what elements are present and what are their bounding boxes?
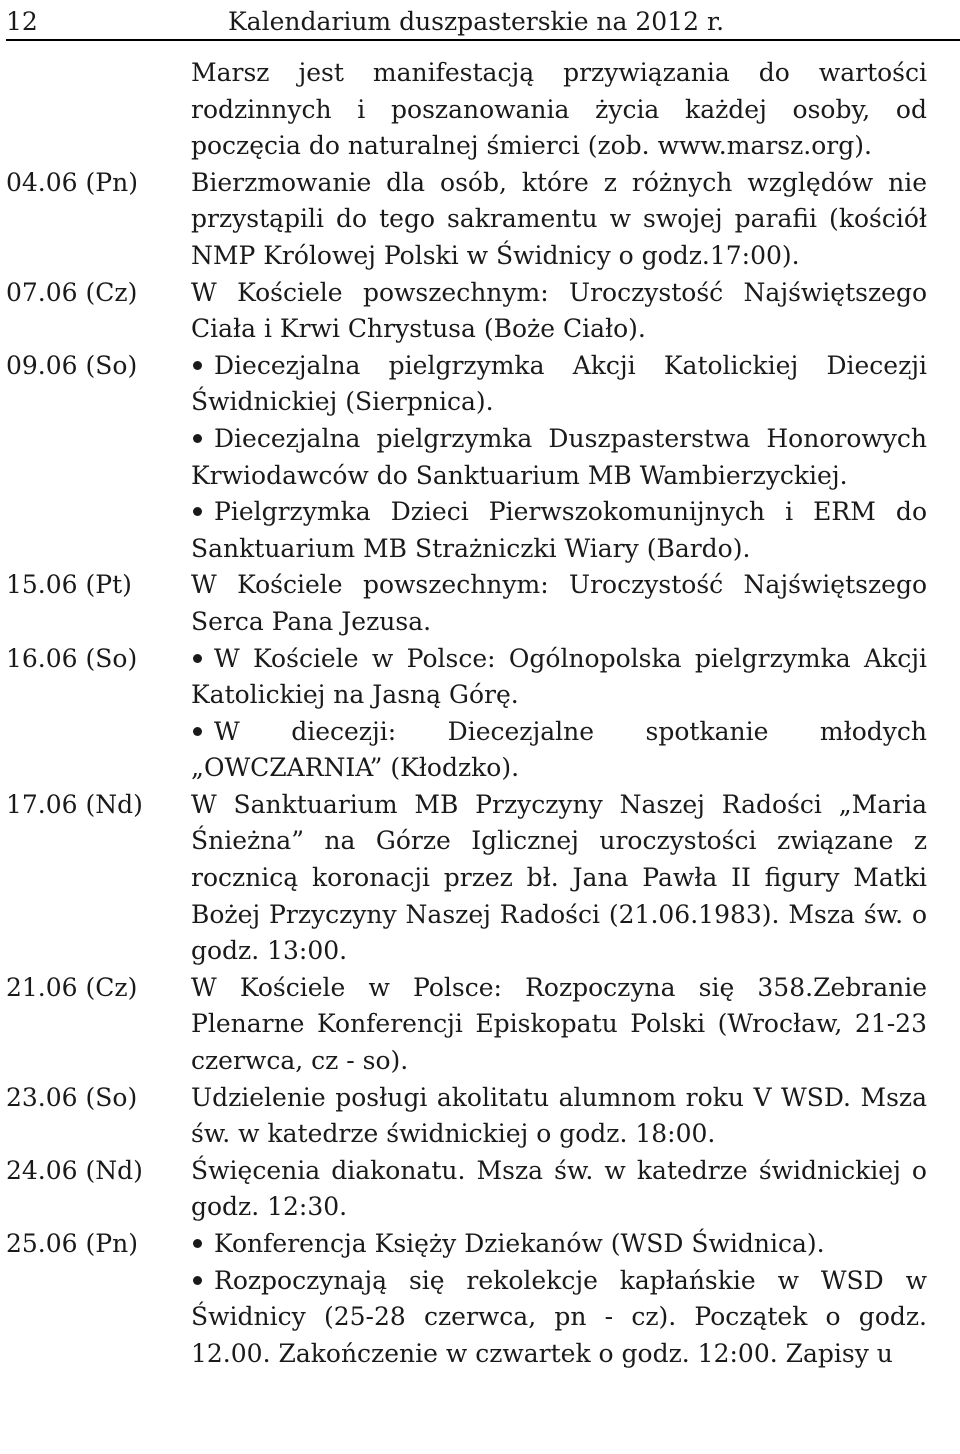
calendar-entry <box>6 1153 927 1226</box>
entry-date: 25.06 (Pn) <box>6 1229 138 1258</box>
entry-text: Pielgrzymka Dzieci Pierwszokomunijnych i ERM do Sanktuarium MB Strażniczki Wiary (Bardo). <box>191 497 927 563</box>
entry-text: W Sanktuarium MB Przyczyny Naszej Radości „Maria Śnieżna” na Górze Iglicznej uroczystości związane z rocznicą koronacji przez bł. Jana Pawła II figury Matki Bożej Przyczyny Naszej Radości (21.06.1983). Msza św. o godz. 13:00. <box>191 789 927 966</box>
calendar-entry <box>6 165 927 275</box>
entry-paragraph <box>191 567 927 640</box>
entry-body <box>191 275 927 348</box>
bullet-icon <box>193 1239 202 1248</box>
bullet-list-item <box>191 421 927 494</box>
bullet-icon <box>193 361 202 370</box>
entry-paragraph <box>191 275 927 348</box>
entry-date: 09.06 (So) <box>6 350 138 380</box>
entry-paragraph <box>191 787 927 970</box>
calendar-entry <box>6 1080 927 1153</box>
entry-text: W Kościele w Polsce: Ogólnopolska pielgrzymka Akcji Katolickiej na Jasną Górę. <box>191 643 927 710</box>
calendar-entry <box>6 348 927 568</box>
entry-body <box>191 55 927 165</box>
entry-text: W Kościele powszechnym: Uroczystość Najświętszego Serca Pana Jezusa. <box>191 570 927 636</box>
bullet-list-item <box>191 641 927 714</box>
entry-date: 24.06 (Nd) <box>6 1155 143 1185</box>
entry-date: 04.06 (Pn) <box>6 167 138 197</box>
entry-text: Święcenia diakonatu. Msza św. w katedrze świdnickiej o godz. 12:30. <box>191 1155 927 1222</box>
calendar-entry <box>6 970 927 1080</box>
bullet-icon <box>193 654 202 663</box>
bullet-list-item <box>191 1263 927 1373</box>
page-header <box>6 0 960 36</box>
entry-body <box>191 641 927 787</box>
page-number: 12 <box>6 7 38 36</box>
entry-date: 23.06 (So) <box>6 1082 138 1112</box>
entry-text: Diecezjalna pielgrzymka Akcji Katolickiej Diecezji Świdnickiej (Sierpnica). <box>191 350 927 417</box>
bullet-list-item <box>191 348 927 421</box>
header-divider <box>6 39 960 41</box>
entry-paragraph <box>191 1080 927 1153</box>
entry-date: 16.06 (So) <box>6 643 138 673</box>
bullet-list-item <box>191 714 927 787</box>
calendar-entry <box>6 275 927 348</box>
entry-date: 17.06 (Nd) <box>6 789 143 819</box>
bullet-icon <box>193 727 202 736</box>
entry-text: Udzielenie posługi akolitatu alumnom roku V WSD. Msza św. w katedrze świdnickiej o godz. 18:00. <box>191 1082 927 1149</box>
calendar-entry <box>6 55 927 165</box>
entry-body <box>191 1226 927 1372</box>
entry-body <box>191 1153 927 1226</box>
entry-text: W diecezji: Diecezjalne spotkanie młodych „OWCZARNIA” (Kłodzko). <box>191 716 927 783</box>
entry-text: W Kościele w Polsce: Rozpoczyna się 358.Zebranie Plenarne Konferencji Episkopatu Polski (Wrocław, 21-23 czerwca, cz - so). <box>191 972 927 1076</box>
bullet-icon <box>193 507 202 516</box>
bullet-icon <box>193 1276 202 1285</box>
entry-date: 15.06 (Pt) <box>6 570 132 600</box>
entry-text: Bierzmowanie dla osób, które z różnych względów nie przystąpili do tego sakramentu w swojej parafii (kościół NMP Królowej Polski w Świdnicy o godz.17:00). <box>191 167 927 270</box>
entry-text: Diecezjalna pielgrzymka Duszpasterstwa Honorowych Krwiodawców do Sanktuarium MB Wambierzyckiej. <box>191 423 927 490</box>
entry-text: Konferencja Księży Dziekanów (WSD Świdnica). <box>214 1229 825 1258</box>
entry-body <box>191 1080 927 1153</box>
bullet-icon <box>193 434 202 443</box>
calendar-entry <box>6 567 927 640</box>
entry-body <box>191 970 927 1080</box>
calendar-entry <box>6 641 927 787</box>
entry-text: W Kościele powszechnym: Uroczystość Najświętszego Ciała i Krwi Chrystusa (Boże Ciało). <box>191 277 927 344</box>
entry-text: Marsz jest manifestacją przywiązania do wartości rodzinnych i poszanowania życia każdej osoby, od poczęcia do naturalnej śmierci (zob. www.marsz.org). <box>191 58 927 161</box>
calendar-entries <box>6 55 927 1372</box>
entry-body <box>191 567 927 640</box>
entry-paragraph <box>191 1153 927 1226</box>
bullet-list-item <box>191 1226 927 1263</box>
entry-body <box>191 787 927 970</box>
entry-body <box>191 165 927 275</box>
entry-paragraph <box>191 970 927 1080</box>
entry-paragraph <box>191 165 927 275</box>
entry-paragraph <box>191 55 927 165</box>
entry-text: Rozpoczynają się rekolekcje kapłańskie w WSD w Świdnicy (25-28 czerwca, pn - cz). Początek o godz. 12.00. Zakończenie w czwartek o godz. 12:00. Zapisy u <box>191 1265 927 1368</box>
calendar-entry <box>6 1226 927 1372</box>
entry-date: 07.06 (Cz) <box>6 277 138 307</box>
calendar-entry <box>6 787 927 970</box>
bullet-list-item <box>191 494 927 567</box>
entry-body <box>191 348 927 568</box>
entry-date: 21.06 (Cz) <box>6 972 138 1002</box>
running-title: Kalendarium duszpasterskie na 2012 r. <box>228 7 725 36</box>
